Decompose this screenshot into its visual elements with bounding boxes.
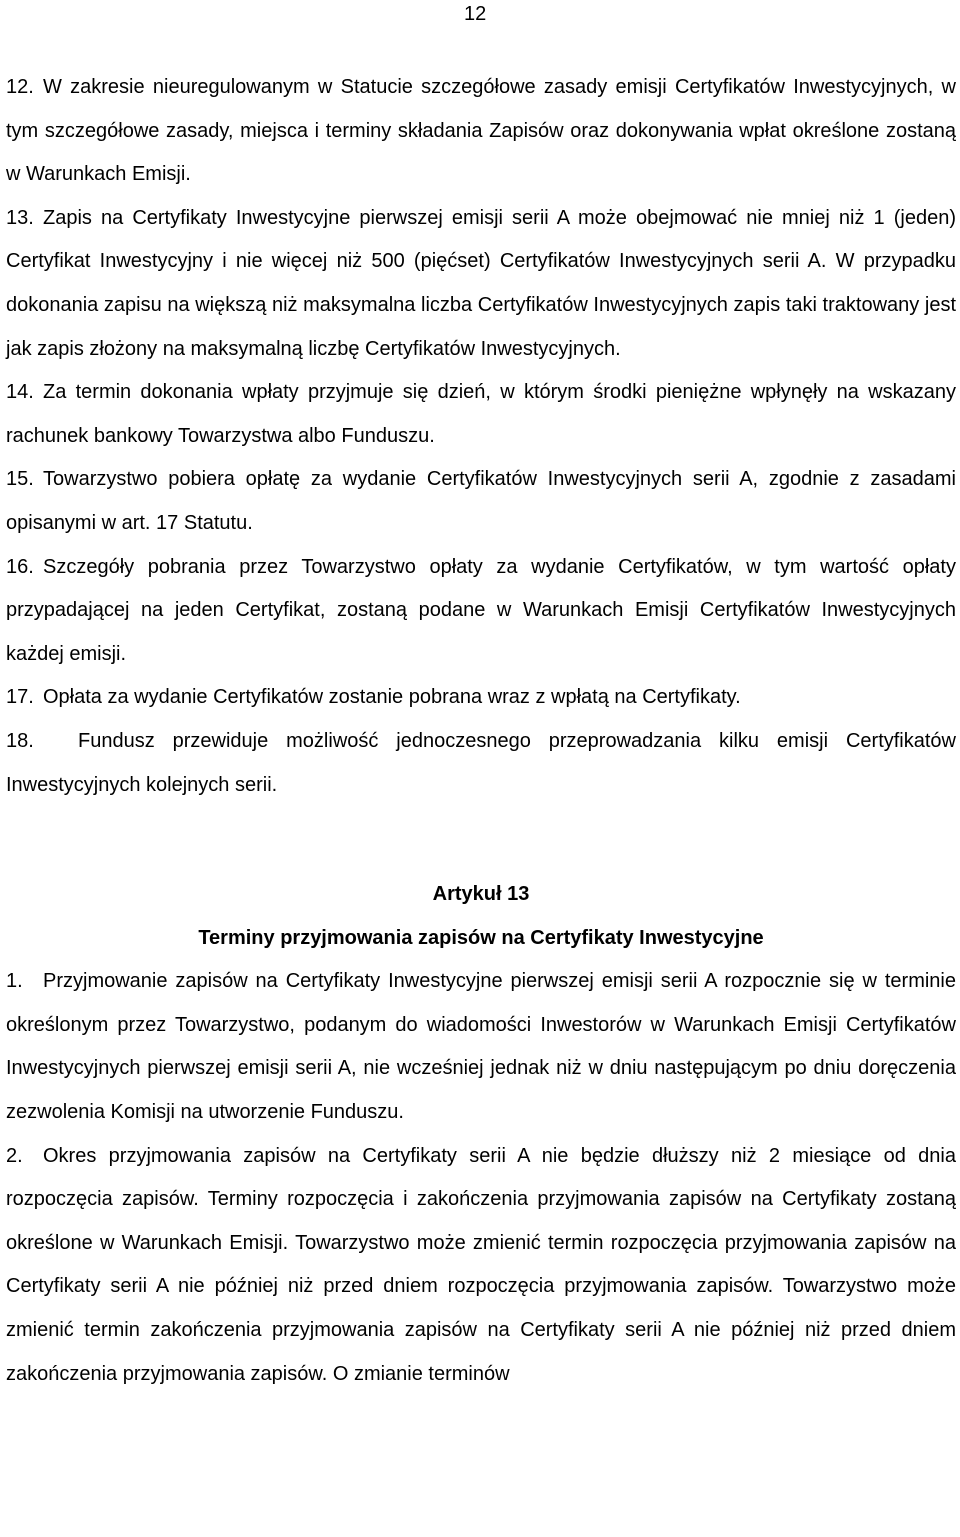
item-text: Opłata za wydanie Certyfikatów zostanie pobrana wraz z wpłatą na Certyfikaty. [43,686,741,709]
document-body [6,66,956,1396]
item-number: 15. [6,468,34,491]
item-number: 14. [6,381,34,404]
item-text: Za termin dokonania wpłaty przyjmuje się dzień, w którym środki pieniężne wpłynęły na wskazany rachunek bankowy Towarzystwa albo Funduszu. [6,381,956,447]
list-item-13 [6,197,956,371]
item-number: 17. [6,686,34,709]
paragraph-text: Przyjmowanie zapisów na Certyfikaty Inwestycyjne pierwszej emisji serii A rozpocznie się w terminie określonym przez Towarzystwo, podanym do wiadomości Inwestorów w Warunkach Emisji Certyfikatów Inwestycyjnych pierwszej emisji serii A, nie wcześniej jednak niż w dniu następującym po dniu doręczenia zezwolenia Komisji na utworzenie Funduszu. [6,970,956,1124]
item-number: 16. [6,555,34,578]
article-title: Artykuł 13 [432,883,530,906]
item-text: Zapis na Certyfikaty Inwestycyjne pierwszej emisji serii A może obejmować nie mniej niż 1 (jeden) Certyfikat Inwestycyjny i nie więcej niż 500 (pięćset) Certyfikatów Inwestycyjnych serii A. W przypadku dokonania zapisu na większą niż maksymalna liczba Certyfikatów Inwestycyjnych zapis taki traktowany jest jak zapis złożony na maksymalną liczbę Certyfikatów Inwestycyjnych. [6,206,956,360]
list-item-12 [6,66,956,197]
item-text: W zakresie nieuregulowanym w Statucie szczegółowe zasady emisji Certyfikatów Inwestycyjnych, w tym szczegółowe zasady, miejsca i terminy składania Zapisów oraz dokonywania wpłat określone zostaną w Warunkach Emisji. [6,76,956,186]
list-item-17 [6,676,956,720]
paragraph-text: Okres przyjmowania zapisów na Certyfikaty serii A nie będzie dłuższy niż 2 miesiące od dnia rozpoczęcia zapisów. Terminy rozpoczęcia i zakończenia przyjmowania zapisów na Certyfikaty zostaną określone w Warunkach Emisji. Towarzystwo może zmienić termin rozpoczęcia przyjmowania zapisów na Certyfikaty serii A nie później niż przed dniem rozpoczęcia przyjmowania zapisów. Towarzystwo może zmienić termin zakończenia przyjmowania zapisów na Certyfikaty serii A nie później niż przed dniem zakończenia przyjmowania zapisów. O zmianie terminów [6,1144,956,1385]
article-subtitle: Terminy przyjmowania zapisów na Certyfikaty Inwestycyjne [198,926,764,949]
item-text: Szczegóły pobrania przez Towarzystwo opłaty za wydanie Certyfikatów, w tym wartość opłaty przypadającej na jeden Certyfikat, zostaną podane w Warunkach Emisji Certyfikatów Inwestycyjnych każdej emisji. [6,555,956,665]
item-number: 18. [6,729,34,752]
item-text: Towarzystwo pobiera opłatę za wydanie Certyfikatów Inwestycyjnych serii A, zgodnie z zasadami opisanymi w art. 17 Statutu. [6,468,956,534]
paragraph-number: 1. [6,970,23,993]
item-number: 13. [6,206,34,229]
article-paragraph-1 [6,960,956,1134]
list-item-18 [6,720,956,807]
item-number: 12. [6,76,34,98]
item-text: Fundusz przewiduje możliwość jednoczesnego przeprowadzania kilku emisji Certyfikatów Inwestycyjnych kolejnych serii. [6,729,956,796]
paragraph-number: 2. [6,1144,23,1167]
list-item-15 [6,458,956,545]
list-item-14 [6,371,956,458]
page-number: 12 [464,3,487,25]
list-item-16 [6,546,956,677]
article-paragraph-2 [6,1135,956,1397]
